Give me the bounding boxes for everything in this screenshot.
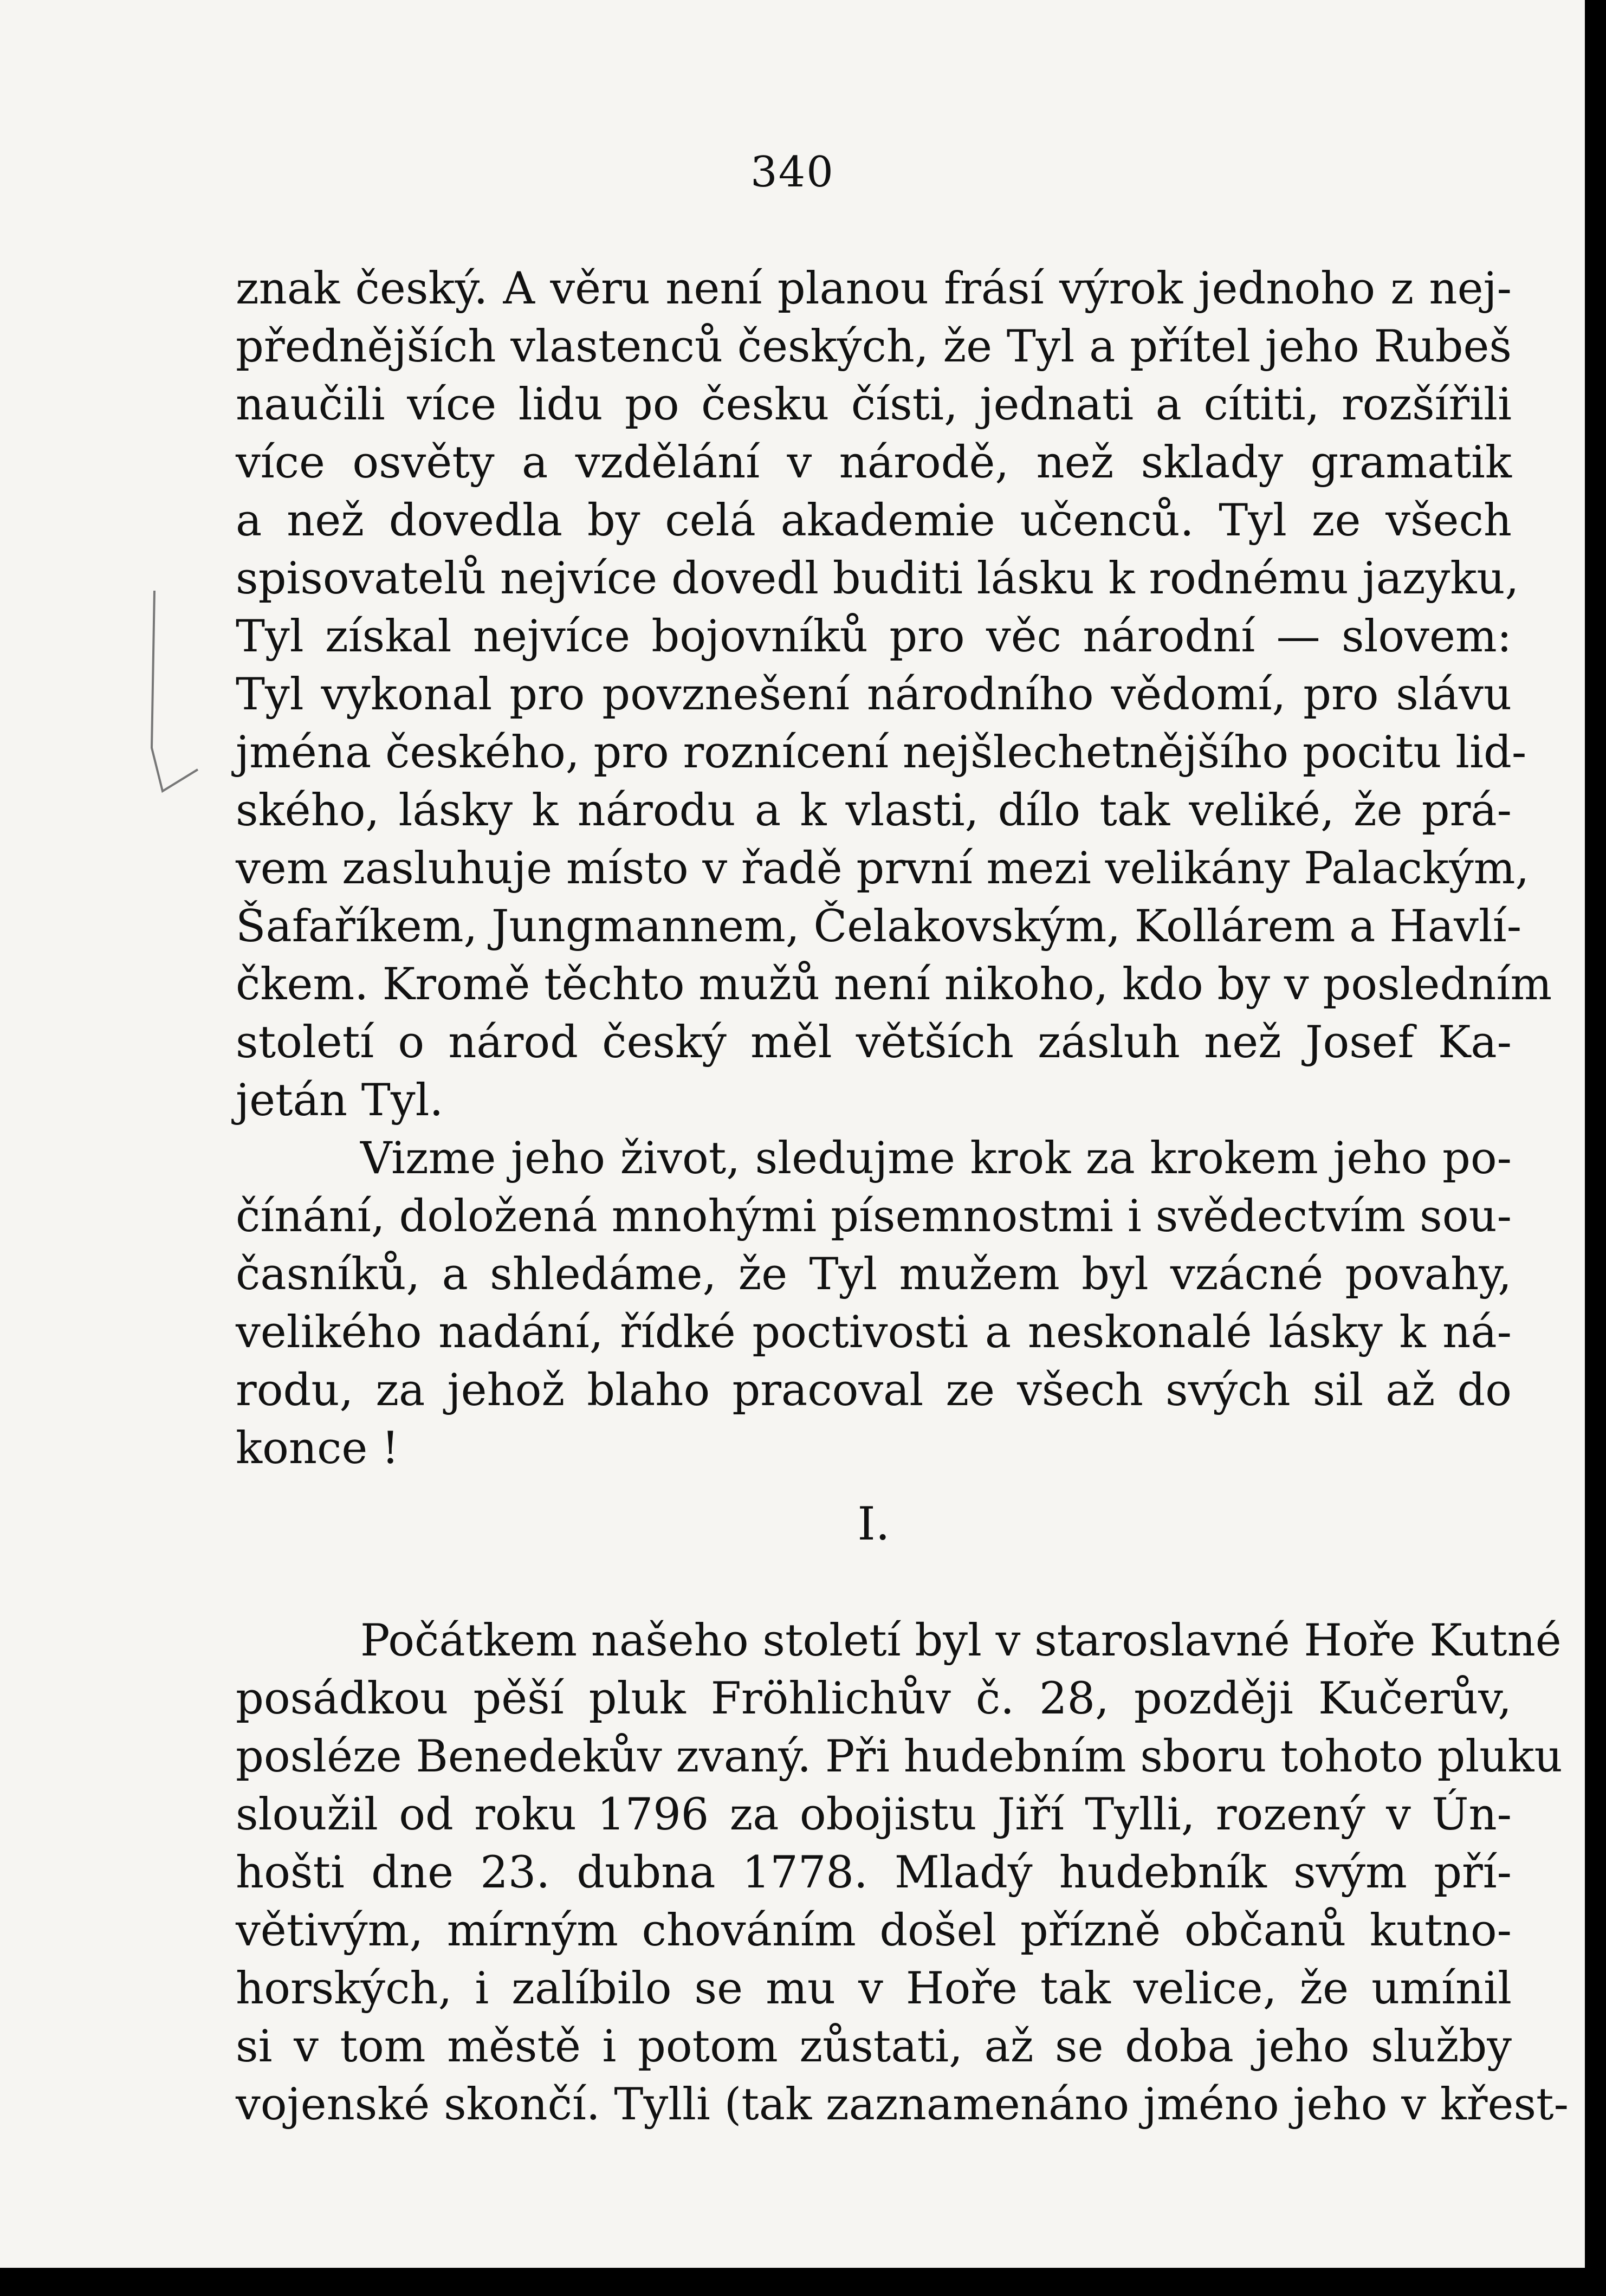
text-line: více osvěty a vzdělání v národě, než sklady gramatik xyxy=(236,437,1512,488)
scan-border-right xyxy=(1585,0,1606,2296)
text-line: čkem. Kromě těchto mužů není nikoho, kdo by v posledním xyxy=(236,959,1552,1010)
section-heading: I. xyxy=(857,1497,890,1550)
text-line: rodu, za jehož blaho pracoval ze všech svých sil až do xyxy=(236,1365,1512,1416)
text-line: Tyl vykonal pro povznešení národního vědomí, pro slávu xyxy=(236,669,1512,720)
text-line: horských, i zalíbilo se mu v Hoře tak velice, že umínil xyxy=(236,1963,1512,2014)
text-line: velikého nadání, řídké poctivosti a neskonalé lásky k ná- xyxy=(236,1307,1512,1358)
margin-pencil-mark xyxy=(138,585,203,813)
text-line: vem zasluhuje místo v řadě první mezi velikány Palackým, xyxy=(236,843,1530,894)
text-line: jména českého, pro roznícení nejšlechetnějšího pocitu lid- xyxy=(236,727,1527,778)
text-line: posádkou pěší pluk Fröhlichův č. 28, později Kučerův, xyxy=(236,1673,1512,1724)
paragraph-3 xyxy=(236,1612,1569,2134)
paragraph-2 xyxy=(236,1130,1512,1478)
body-text xyxy=(236,260,1569,2134)
text-line: čínání, doložená mnohými písemnostmi i svědectvím sou- xyxy=(236,1191,1512,1242)
text-line: znak český. A věru není planou frásí výrok jednoho z nej- xyxy=(236,263,1512,314)
text-line: Šafaříkem, Jungmannem, Čelakovským, Kollárem a Havlí- xyxy=(236,901,1522,952)
paragraph-1 xyxy=(236,260,1552,1130)
text-line: Tyl získal nejvíce bojovníků pro věc národní — slovem: xyxy=(236,611,1512,662)
text-line: hošti dne 23. dubna 1778. Mladý hudebník svým pří- xyxy=(236,1847,1512,1898)
text-line: časníků, a shledáme, že Tyl mužem byl vzácné povahy, xyxy=(236,1249,1512,1300)
text-line: konce ! xyxy=(236,1423,399,1474)
text-line: naučili více lidu po česku čísti, jednati a cítiti, rozšířili xyxy=(236,379,1512,430)
text-line: vojenské skončí. Tylli (tak zaznamenáno jméno jeho v křest- xyxy=(236,2079,1569,2130)
text-line: ského, lásky k národu a k vlasti, dílo tak veliké, že prá- xyxy=(236,785,1512,836)
scan-border-bottom xyxy=(0,2268,1606,2296)
page-number: 340 xyxy=(750,148,834,197)
text-line: a než dovedla by celá akademie učenců. Tyl ze všech xyxy=(236,495,1512,546)
text-line: si v tom městě i potom zůstati, až se doba jeho služby xyxy=(236,2021,1512,2072)
text-line: větivým, mírným chováním došel přízně občanů kutno- xyxy=(236,1905,1512,1956)
text-line: posléze Benedekův zvaný. Při hudebním sboru tohoto pluku xyxy=(236,1731,1563,1782)
text-line: jetán Tyl. xyxy=(236,1075,444,1126)
text-line: Vizme jeho život, sledujme krok za krokem jeho po- xyxy=(360,1133,1512,1184)
text-line: sloužil od roku 1796 za obojistu Jiří Tylli, rozený v Ún- xyxy=(236,1789,1512,1840)
text-line: přednějších vlastenců českých, že Tyl a přítel jeho Rubeš xyxy=(236,321,1512,372)
text-line: století o národ český měl větších zásluh než Josef Ka- xyxy=(236,1017,1512,1068)
text-line: Počátkem našeho století byl v staroslavné Hoře Kutné xyxy=(360,1615,1562,1666)
text-line: spisovatelů nejvíce dovedl buditi lásku k rodnému jazyku, xyxy=(236,553,1519,604)
